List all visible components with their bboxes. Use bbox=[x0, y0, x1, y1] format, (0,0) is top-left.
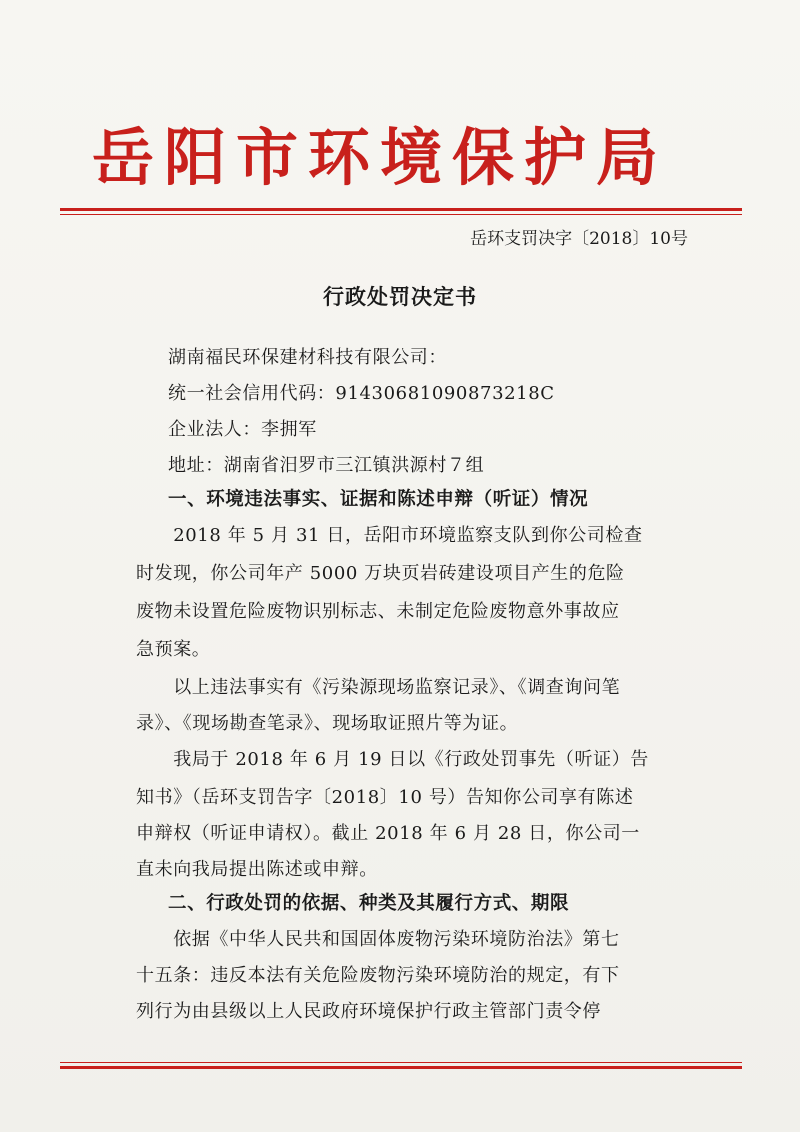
section-heading-facts: 一、环境违法事实、证据和陈述申辩（听证）情况 bbox=[168, 489, 589, 510]
paragraph-line: 列行为由县级以上人民政府环境保护行政主管部门责令停 bbox=[136, 1001, 601, 1022]
paragraph-line: 申辩权（听证申请权）。截止 2018 年 6 月 28 日，你公司一 bbox=[136, 823, 640, 844]
letterhead-divider-thin bbox=[60, 214, 742, 215]
paragraph-line: 时发现，你公司年产 5000 万块页岩砖建设项目产生的危险 bbox=[136, 563, 625, 584]
paragraph-line: 知书》（岳环支罚告字〔2018〕10 号）告知你公司享有陈述 bbox=[136, 787, 634, 808]
paragraph-line: 我局于 2018 年 6 月 19 日以《行政处罚事先（听证）告 bbox=[136, 749, 649, 770]
document-number: 岳环支罚决字〔2018〕10号 bbox=[470, 229, 688, 249]
footer-divider-thin bbox=[60, 1062, 742, 1063]
letterhead-divider-thick bbox=[60, 208, 742, 211]
paragraph-line: 录》、《现场勘查笔录》、现场取证照片等为证。 bbox=[136, 713, 519, 734]
recipient-company: 湖南福民环保建材科技有限公司： bbox=[168, 347, 447, 368]
recipient-legal-person: 企业法人：李拥军 bbox=[168, 419, 317, 440]
paragraph-line: 急预案。 bbox=[136, 639, 211, 660]
paragraph-line: 以上违法事实有《污染源现场监察记录》、《调查询问笔 bbox=[136, 677, 621, 698]
recipient-credit-code: 统一社会信用代码：91430681090873218C bbox=[168, 383, 555, 404]
paragraph-line: 十五条：违反本法有关危险废物污染环境防治的规定，有下 bbox=[136, 965, 620, 986]
paragraph-line: 直未向我局提出陈述或申辩。 bbox=[136, 859, 378, 880]
section-heading-basis: 二、行政处罚的依据、种类及其履行方式、期限 bbox=[168, 893, 570, 914]
paragraph-line: 依据《中华人民共和国固体废物污染环境防治法》第七 bbox=[136, 929, 620, 950]
recipient-address: 地址：湖南省汨罗市三江镇洪源村７组 bbox=[168, 455, 485, 476]
document-title: 行政处罚决定书 bbox=[323, 284, 477, 309]
paragraph-line: 2018 年 5 月 31 日，岳阳市环境监察支队到你公司检查 bbox=[136, 525, 643, 546]
footer-divider-thick bbox=[60, 1066, 742, 1069]
letterhead-title: 岳阳市环境保护局 bbox=[91, 121, 668, 194]
paragraph-line: 废物未设置危险废物识别标志、未制定危险废物意外事故应 bbox=[136, 601, 620, 622]
